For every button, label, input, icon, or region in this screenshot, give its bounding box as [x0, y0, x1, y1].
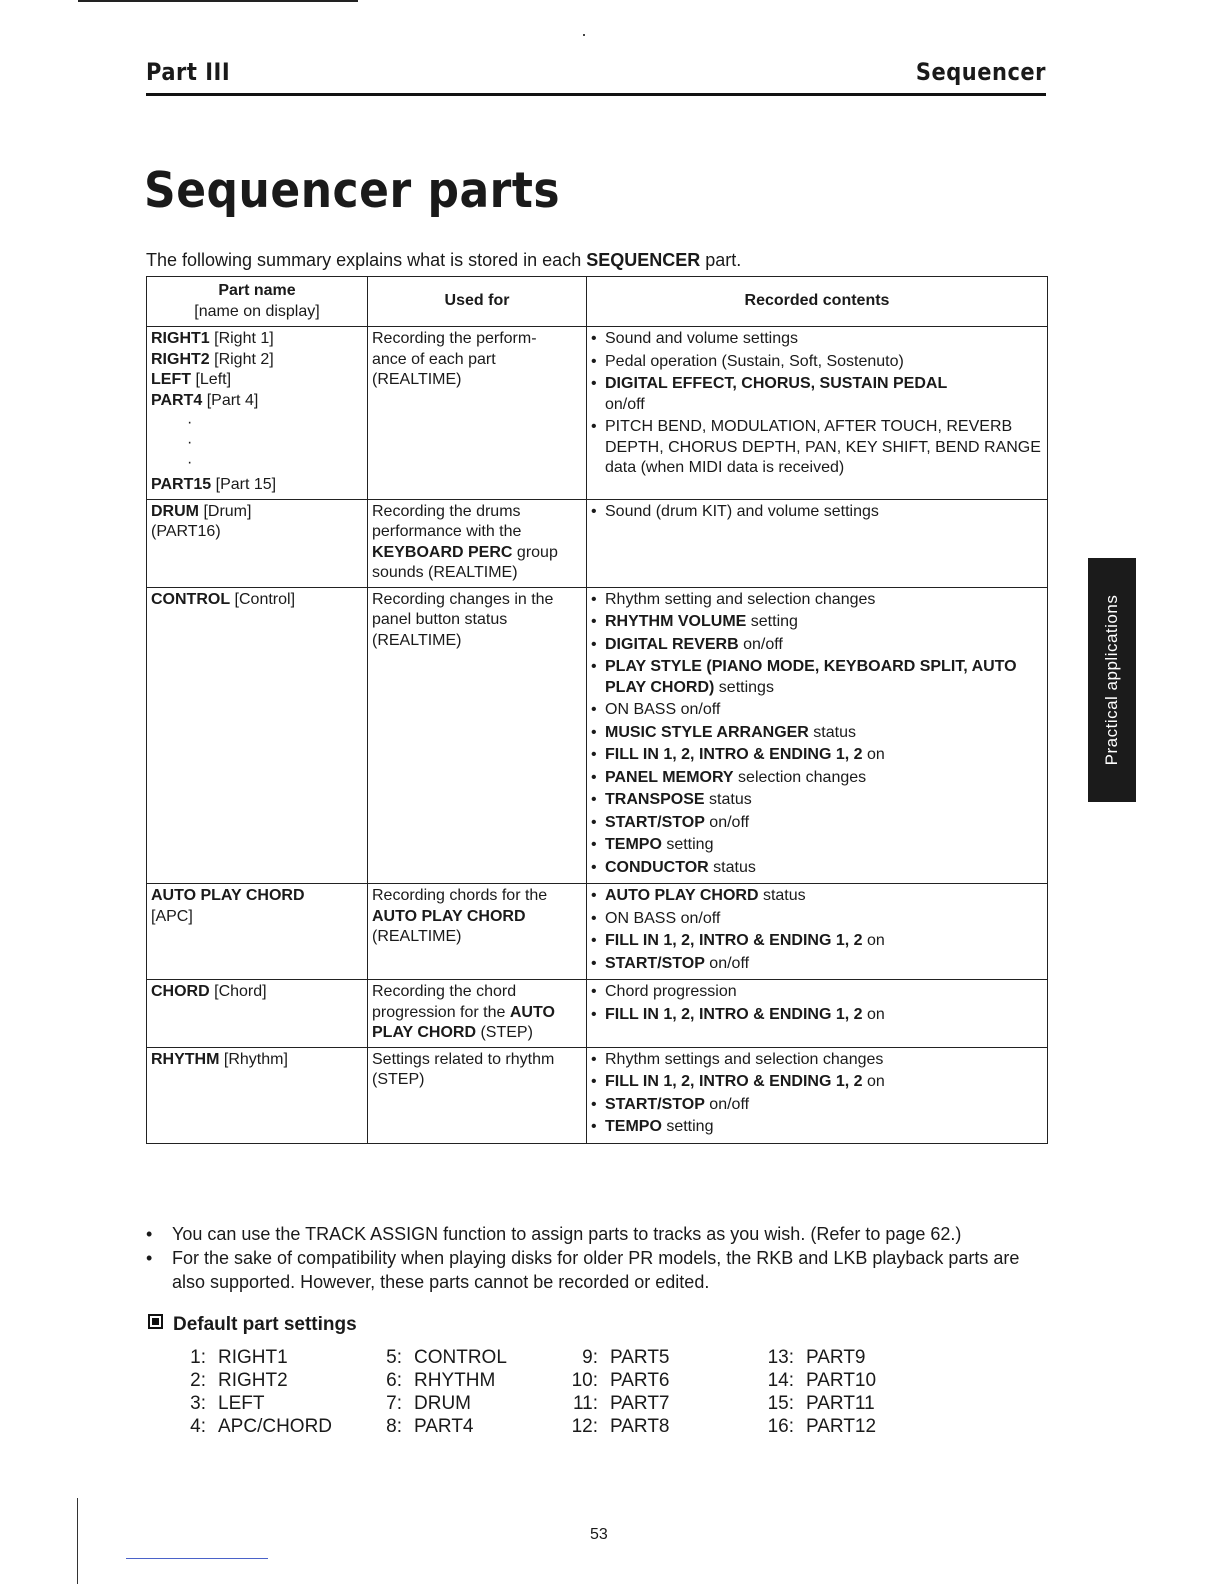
list-item: 6: RHYTHM — [386, 1370, 496, 1391]
list-item: 13: PART9 — [767, 1347, 866, 1368]
list-item: 3: LEFT — [190, 1393, 265, 1414]
list-item: 16: PART12 — [767, 1416, 877, 1437]
part-name-cell: RIGHT1 [Right 1] RIGHT2 [Right 2] LEFT [Left] PART4 [Part 4] · · · PART15 [Part 15] — [147, 327, 368, 500]
used-for-cell: Recording the drums performance with the KEYBOARD PERC group sounds (REALTIME) — [368, 499, 587, 587]
intro-before: The following summary explains what is stored in each — [146, 250, 587, 270]
table-row — [147, 884, 1048, 980]
list-item: 10: PART6 — [571, 1370, 670, 1391]
recorded-contents-cell: • Sound (drum KIT) and volume settings — [587, 499, 1048, 587]
table-row — [147, 499, 1048, 587]
recorded-contents-cell: • Rhythm settings and selection changes • FILL IN 1, 2, INTRO & ENDING 1, 2 on • START/STOP on/off • TEMPO setting — [587, 1047, 1048, 1143]
page-title: Sequencer parts — [144, 162, 561, 220]
list-item: 15: PART11 — [767, 1393, 875, 1414]
header-rule — [146, 93, 1046, 96]
recorded-contents-cell: • Chord progression • FILL IN 1, 2, INTRO & ENDING 1, 2 on — [587, 980, 1048, 1048]
recorded-contents-cell: • Sound and volume settings • Pedal operation (Sustain, Soft, Sostenuto) • DIGITAL EFFECT, CHORUS, SUSTAIN PEDAL on/off • PITCH BEND, MODULATION, AFTER TOUCH, REVERB DEPTH, CHORUS DEPTH, PAN, KEY SHIFT, BEND RANGE data (when MIDI data is received) — [587, 327, 1048, 500]
header-part-name-line1: Part name — [218, 282, 296, 299]
list-item: 4: APC/CHORD — [190, 1416, 333, 1437]
page-number: 53 — [590, 1526, 608, 1543]
header-recorded-contents: Recorded contents — [587, 277, 1048, 327]
note-compatibility: • For the sake of compatibility when playing disks for older PR models, the RKB and LKB playback parts are also supported. However, these parts cannot be recorded or edited. — [146, 1246, 1051, 1294]
list-item: 11: PART7 — [572, 1393, 670, 1414]
list-item: 14: PART10 — [767, 1370, 877, 1391]
header-section: Sequencer — [915, 58, 1046, 86]
intro-bold: SEQUENCER — [586, 250, 701, 270]
recorded-contents-cell: • AUTO PLAY CHORD status • ON BASS on/off • FILL IN 1, 2, INTRO & ENDING 1, 2 on • START/STOP on/off — [587, 884, 1048, 980]
list-item: 8: PART4 — [386, 1416, 474, 1437]
margin-line — [77, 1498, 78, 1584]
defaults-column — [562, 1346, 752, 1438]
defaults-column — [366, 1346, 556, 1438]
bottom-rule — [126, 1558, 268, 1559]
table-row — [147, 327, 1048, 500]
side-tab-label: Practical applications — [1102, 594, 1121, 766]
used-for-cell: Recording chords for the AUTO PLAY CHORD (REALTIME) — [368, 884, 587, 980]
used-for-cell: Recording changes in the panel button status (REALTIME) — [368, 587, 587, 884]
default-part-settings-label: Default part settings — [173, 1314, 357, 1335]
table-header-row — [147, 277, 1048, 327]
recorded-contents-cell: • Rhythm setting and selection changes • RHYTHM VOLUME setting • DIGITAL REVERB on/off • PLAY STYLE (PIANO MODE, KEYBOARD SPLIT, AUTO PLAY CHORD) settings • ON BASS on/off • MUSIC STYLE ARRANGER status • FILL IN 1, 2, INTRO & ENDING 1, 2 on • PANEL MEMORY selection changes • TRANSPOSE status • START/STOP on/off • TEMPO setting • CONDUCTOR status — [587, 587, 1048, 884]
table-row — [147, 980, 1048, 1048]
part-name-cell: AUTO PLAY CHORD [APC] — [147, 884, 368, 980]
list-item: 5: CONTROL — [386, 1347, 507, 1368]
list-item: 2: RIGHT2 — [190, 1370, 288, 1391]
list-item: 9: PART5 — [582, 1347, 670, 1368]
list-item: 7: DRUM — [386, 1393, 471, 1414]
intro-after: part. — [700, 250, 742, 270]
used-for-cell: Recording the chord progression for the AUTO PLAY CHORD (STEP) — [368, 980, 587, 1048]
header-part-name — [147, 277, 368, 327]
sequencer-parts-table — [146, 276, 1048, 1144]
speck — [583, 34, 585, 36]
part-name-cell: RHYTHM [Rhythm] — [147, 1047, 368, 1143]
intro-text — [146, 250, 741, 271]
defaults-column — [170, 1346, 360, 1438]
part-name-cell: CHORD [Chord] — [147, 980, 368, 1048]
header-part-name-line2: [name on display] — [194, 302, 320, 320]
list-item: 1: RIGHT1 — [190, 1347, 288, 1368]
header-part: Part III — [146, 58, 231, 86]
used-for-cell: Settings related to rhythm (STEP) — [368, 1047, 587, 1143]
default-part-settings-heading — [148, 1314, 357, 1336]
section-side-tab — [1088, 558, 1136, 802]
note-track-assign: • You can use the TRACK ASSIGN function to assign parts to tracks as you wish. (Refer to page 62.) — [146, 1222, 1051, 1246]
used-for-cell: Recording the perform- ance of each part (REALTIME) — [368, 327, 587, 500]
part-name-cell: DRUM [Drum] (PART16) — [147, 499, 368, 587]
table-row — [147, 587, 1048, 884]
defaults-column — [758, 1346, 948, 1438]
square-bullet-icon — [148, 1314, 163, 1329]
top-rule — [78, 0, 358, 2]
notes — [146, 1222, 1051, 1294]
table-row — [147, 1047, 1048, 1143]
header-used-for: Used for — [368, 277, 587, 327]
part-name-cell: CONTROL [Control] — [147, 587, 368, 884]
list-item: 12: PART8 — [571, 1416, 670, 1437]
